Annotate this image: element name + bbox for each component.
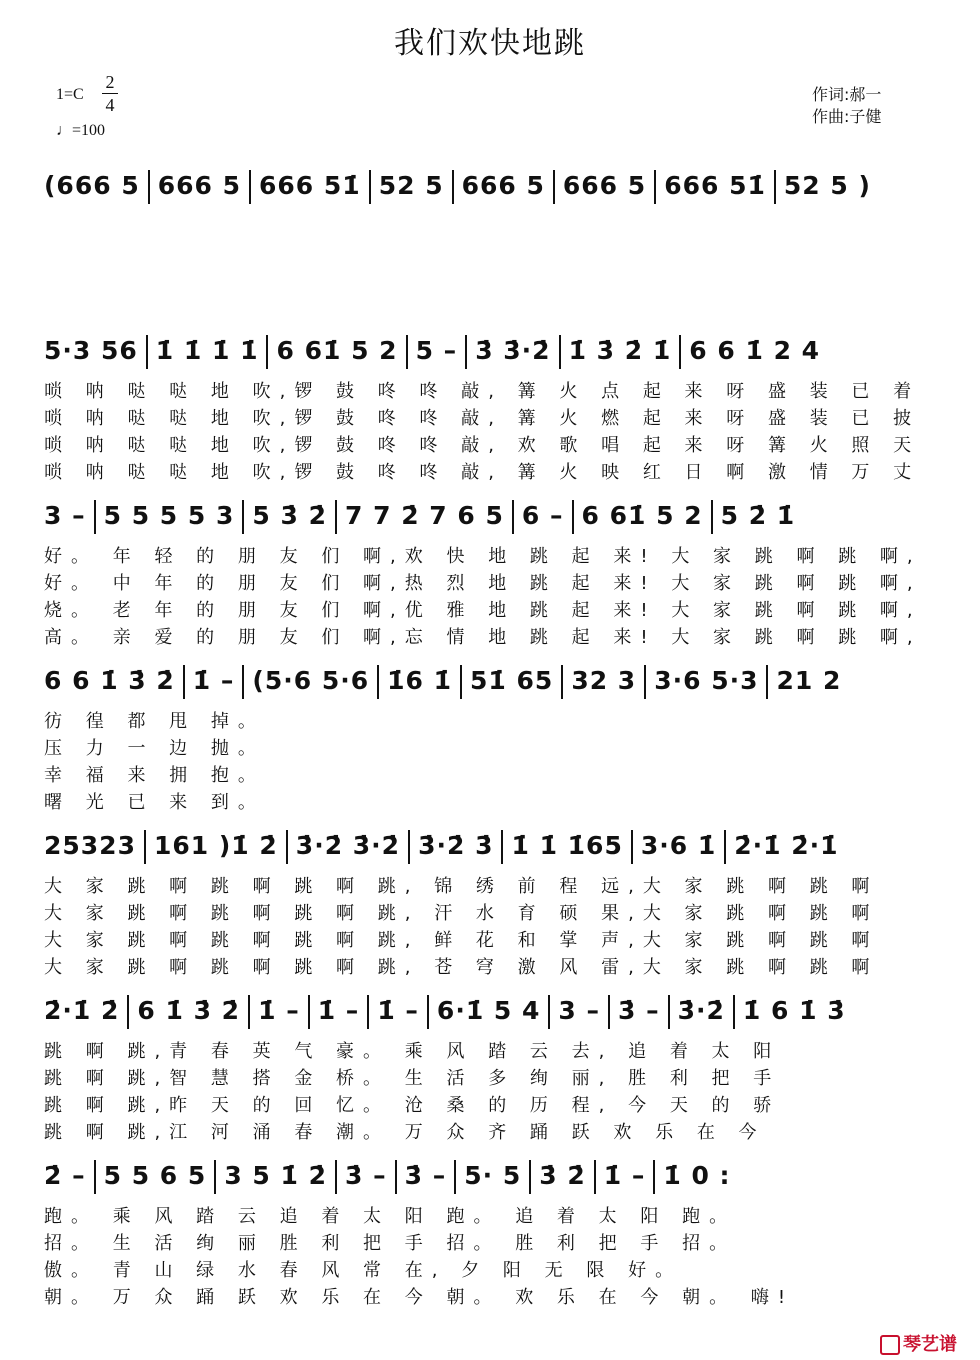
measure: 3̇ – [345,1161,387,1190]
barline [242,665,244,699]
lyric-line: 大 家 跳 啊 跳 啊 跳 啊 跳, 鲜 花 和 掌 声,大 家 跳 啊 跳 啊 [44,930,879,951]
barline [335,500,337,534]
measure: 5 2̇ 1̇ [720,501,796,530]
note-row [44,995,944,1031]
barline [248,995,250,1029]
measure: 3̇ 3̇·2̇ [475,336,551,365]
lyric-line: 跳 啊 跳,江 河 涌 春 潮。 万 众 齐 踊 跃 欢 乐 在 今 [44,1122,766,1143]
measure: 2̇·1̇ 2̇ [44,996,120,1025]
lyric-line: 傲。 青 山 绿 水 春 风 常 在, 夕 阳 无 限 好。 [44,1260,683,1281]
meter-top: 2 [105,72,115,92]
lyric-line: 彷 徨 都 甩 掉。 [44,711,265,732]
measure: 1̇ 6 1̇ 3̇ [742,996,846,1025]
measure: 3̇ – [618,996,660,1025]
lyric-line: 好。 年 轻 的 朋 友 们 啊,欢 快 地 跳 起 来! 大 家 跳 啊 跳 啊, [44,546,922,567]
measure: 3̇ 2̇ [539,1161,586,1190]
measure: 5 5 5 5 3 [103,501,235,530]
barline [266,335,268,369]
barline [242,500,244,534]
lyric-line: 招。 生 活 绚 丽 胜 利 把 手 招。 胜 利 把 手 招。 [44,1233,737,1254]
lyric-line: 大 家 跳 啊 跳 啊 跳 啊 跳, 锦 绣 前 程 远,大 家 跳 啊 跳 啊 [44,876,879,897]
note-row [44,830,944,866]
site-logo [880,1330,957,1356]
barline [512,500,514,534]
measure: 6 1̇ 3̇ 2̇ [137,996,241,1025]
measure: 2̇·1̇ 2̇·1̇ [734,831,839,860]
barline [572,500,574,534]
measure: 666 5 [562,171,647,200]
measure: 5 5 6 5 [103,1161,207,1190]
logo-text: 琴艺谱 [903,1334,957,1355]
lyric-line: 幸 福 来 拥 抱。 [44,765,265,786]
measure: 5 3̇ 2̇ [252,501,327,530]
measure: 666 51̇ [664,171,766,200]
barline [653,1160,655,1194]
measure: 666 5 [157,171,242,200]
measure: 1̇ – [377,996,419,1025]
barline [460,665,462,699]
barline [94,500,96,534]
barline [766,665,768,699]
barline [146,335,148,369]
measure: 6 – [521,501,564,530]
barline [608,995,610,1029]
barline [395,1160,397,1194]
measure: 1̇ 0 : [663,1161,731,1190]
lyric-line: 好。 中 年 的 朋 友 们 啊,热 烈 地 跳 起 来! 大 家 跳 啊 跳 啊, [44,573,922,594]
barline [127,995,129,1029]
measure: 666 51̇ [259,171,361,200]
lyric-line: 曙 光 已 来 到。 [44,792,265,813]
note-row [44,665,944,701]
measure: 3 – [44,501,86,530]
meter-divider [102,93,118,94]
measure: 21 2 [776,666,842,695]
measure: 161 )1̇ 2̇ [153,831,278,860]
barline [214,1160,216,1194]
measure: 3·6 1̇ [640,831,717,860]
barline [427,995,429,1029]
measure: 6·1̇ 5 4 [436,996,541,1025]
barline [724,830,726,864]
note-row [44,170,944,206]
barline [668,995,670,1029]
measure: 6 61̇ 5 2 [581,501,703,530]
barline [286,830,288,864]
barline [408,830,410,864]
measure: 5·3 56 [44,336,138,365]
lyric-line: 跑。 乘 风 踏 云 追 着 太 阳 跑。 追 着 太 阳 跑。 [44,1206,737,1227]
barline [679,335,681,369]
measure: 666 5 [461,171,545,200]
measure: 1̇6 1̇ [387,666,453,695]
lyric-line: 跳 啊 跳,昨 天 的 回 忆。 沧 桑 的 历 程, 今 天 的 骄 [44,1095,781,1116]
measure: 51̇ 65 [470,666,554,695]
measure: 5 – [415,336,458,365]
barline [454,1160,456,1194]
barline [406,335,408,369]
measure: 1̇ 1̇ 1̇ 1̇ [155,336,259,365]
barline [249,170,251,204]
key-signature: 1=C [56,86,84,103]
barline [733,995,735,1029]
measure: 1̇ 1̇ 1̇65 [511,831,623,860]
measure: 25323 [44,831,136,860]
barline [148,170,150,204]
song-title: 我们欢快地跳 [394,26,586,61]
measure: 3̇ – [404,1161,447,1190]
barline [335,1160,337,1194]
barline [553,170,555,204]
measure: 6 6 1̇ 3̇ 2̇ [44,666,175,695]
meter-bottom: 4 [105,95,115,115]
barline [561,665,563,699]
measure: 1̇ – [258,996,300,1025]
composer: 作曲:子健 [812,107,882,126]
lyricist: 作词:郝一 [812,85,882,104]
measure: 6 61̇ 5 2 [276,336,398,365]
lyric-line: 朝。 万 众 踊 跃 欢 乐 在 今 朝。 欢 乐 在 今 朝。 嗨! [44,1287,795,1308]
barline [774,170,776,204]
measure: (666 5 [44,171,140,200]
barline [377,665,379,699]
barline [631,830,633,864]
barline [452,170,454,204]
measure: 1̇ – [317,996,360,1025]
measure: 3̇·2̇ [677,996,725,1025]
note-row [44,1160,944,1196]
lyric-line: 唢 呐 哒 哒 地 吹,锣 鼓 咚 咚 敲, 篝 火 燃 起 来 呀 盛 装 已 披 [44,408,921,429]
logo-icon [880,1335,900,1355]
measure: 2̇ – [44,1161,86,1190]
measure: 52 5 ) [783,171,871,200]
lyric-line: 跳 啊 跳,青 春 英 气 豪。 乘 风 踏 云 去, 追 着 太 阳 [44,1041,781,1062]
measure: 1̇ 3̇ 2̇ 1̇ [568,336,672,365]
measure: 3̇·2̇ 3̇·2̇ [295,831,401,860]
barline [308,995,310,1029]
lyric-line: 压 力 一 边 抛。 [44,738,265,759]
tempo-marking: ♩=100 [56,122,106,139]
barline [548,995,550,1029]
barline [367,995,369,1029]
lyric-line: 唢 呐 哒 哒 地 吹,锣 鼓 咚 咚 敲, 篝 火 点 起 来 呀 盛 装 已 着 [44,381,921,402]
barline [94,1160,96,1194]
measure: 1̇ – [192,666,235,695]
lyric-line: 高。 亲 爱 的 朋 友 们 啊,忘 情 地 跳 起 来! 大 家 跳 啊 跳 啊, [44,627,922,648]
measure: 3̇·2̇ 3̇ [418,831,494,860]
lyric-line: 大 家 跳 啊 跳 啊 跳 啊 跳, 汗 水 育 硕 果,大 家 跳 啊 跳 啊 [44,903,879,924]
lyric-line: 跳 啊 跳,智 慧 搭 金 桥。 生 活 多 绚 丽, 胜 利 把 手 [44,1068,781,1089]
barline [594,1160,596,1194]
lyric-line: 大 家 跳 啊 跳 啊 跳 啊 跳, 苍 穹 激 风 雷,大 家 跳 啊 跳 啊 [44,957,879,978]
time-signature [102,72,118,115]
credits [812,84,881,128]
measure: 1̇ – [603,1161,646,1190]
note-row [44,500,944,536]
barline [654,170,656,204]
lyric-line: 唢 呐 哒 哒 地 吹,锣 鼓 咚 咚 敲, 欢 歌 唱 起 来 呀 篝 火 照 天 [44,435,921,456]
measure: 6 6 1̇ 2 4 [689,336,821,365]
barline [144,830,146,864]
barline [711,500,713,534]
barline [559,335,561,369]
barline [465,335,467,369]
barline [369,170,371,204]
measure: 7 7 2̇ 7 6 5 [345,501,504,530]
barline [644,665,646,699]
measure: 52 5 [378,171,444,200]
measure: 3·6 5·3 [654,666,759,695]
measure: 3 – [558,996,601,1025]
lyric-line: 烧。 老 年 的 朋 友 们 啊,优 雅 地 跳 起 来! 大 家 跳 啊 跳 啊, [44,600,922,621]
measure: (5·6 5·6 [252,666,370,695]
measure: 5· 5 [464,1161,522,1190]
measure: 32 3 [571,666,637,695]
lyric-line: 唢 呐 哒 哒 地 吹,锣 鼓 咚 咚 敲, 篝 火 映 红 日 啊 激 情 万 丈 [44,462,921,483]
measure: 3 5 1̇ 2̇ [224,1161,328,1190]
barline [501,830,503,864]
barline [529,1160,531,1194]
note-row [44,335,944,371]
barline [183,665,185,699]
